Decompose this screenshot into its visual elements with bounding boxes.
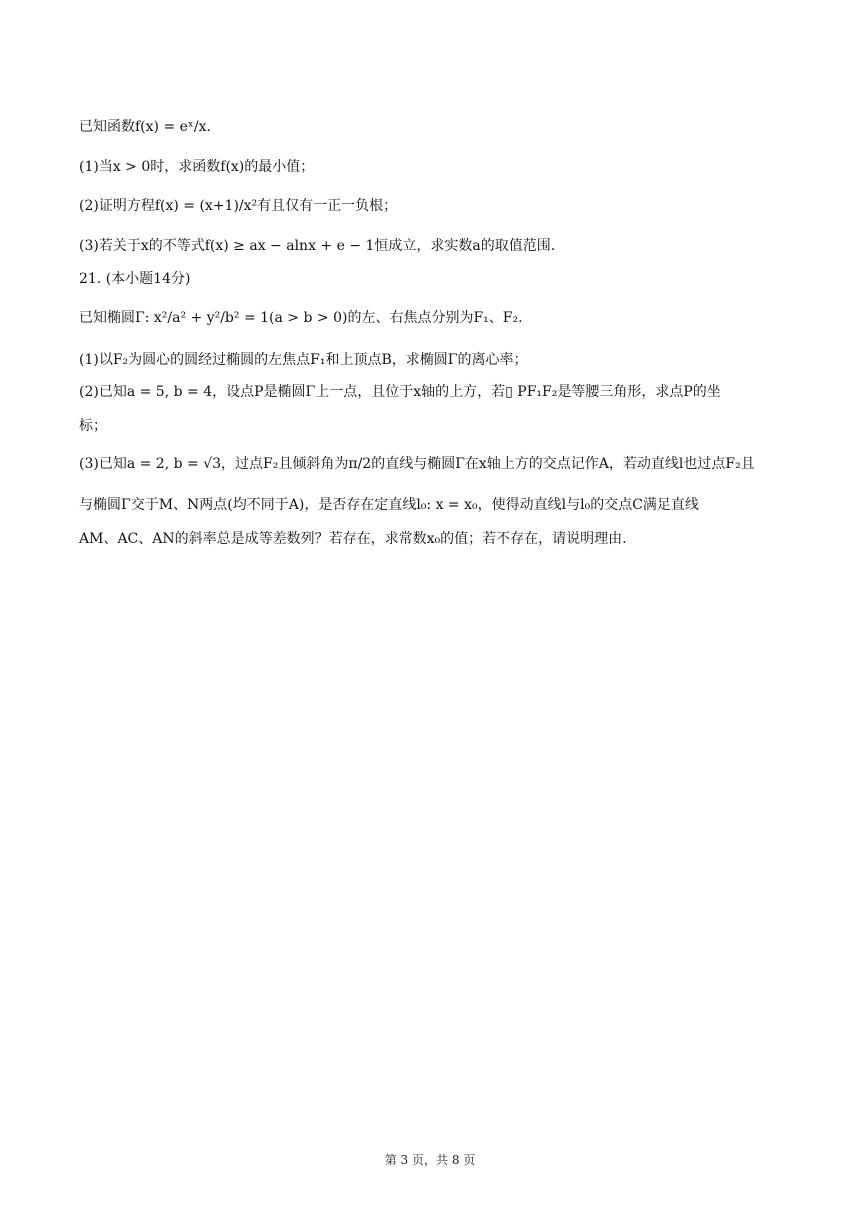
problem-21-part-2-line-2: 标；	[79, 418, 107, 434]
problem-20-part-1: (1)当x > 0时，求函数f(x)的最小值；	[79, 159, 315, 175]
page-number: 第 3 页，共 8 页	[384, 1153, 476, 1167]
problem-21-header: 21. (本小题14分)	[79, 271, 191, 287]
problem-21-part-3-line-2: 与椭圆Γ交于M、N两点(均不同于A)，是否存在定直线l₀: x = x₀，使得动直线l与l₀的交点C满足直线	[79, 497, 699, 513]
problem-21-given: 已知椭圆Γ: x²/a² + y²/b² = 1(a > b > 0)的左、右焦点分别为F₁、F₂.	[79, 310, 523, 326]
problem-21-part-3-line-3: AM、AC、AN的斜率总是成等差数列？若存在，求常数x₀的值；若不存在，请说明理由.	[79, 531, 627, 547]
problem-21-part-1: (1)以F₂为圆心的圆经过椭圆的左焦点F₁和上顶点B，求椭圆Γ的离心率；	[79, 352, 528, 368]
problem-20-part-3: (3)若关于x的不等式f(x) ≥ ax − alnx + e − 1恒成立，求实数a的取值范围.	[79, 238, 556, 254]
problem-20-given: 已知函数f(x) = eˣ/x.	[79, 119, 211, 135]
problem-20-part-2: (2)证明方程f(x) = (x+1)/x²有且仅有一正一负根；	[79, 198, 398, 214]
problem-21-part-2-line-1: (2)已知a = 5, b = 4，设点P是椭圆Γ上一点，且位于x轴的上方，若▯ PF₁F₂是等腰三角形，求点P的坐	[79, 384, 721, 400]
problem-21-part-3-line-1: (3)已知a = 2, b = √3，过点F₂且倾斜角为π/2的直线与椭圆Γ在x轴上方的交点记作A，若动直线l也过点F₂且	[79, 456, 755, 472]
